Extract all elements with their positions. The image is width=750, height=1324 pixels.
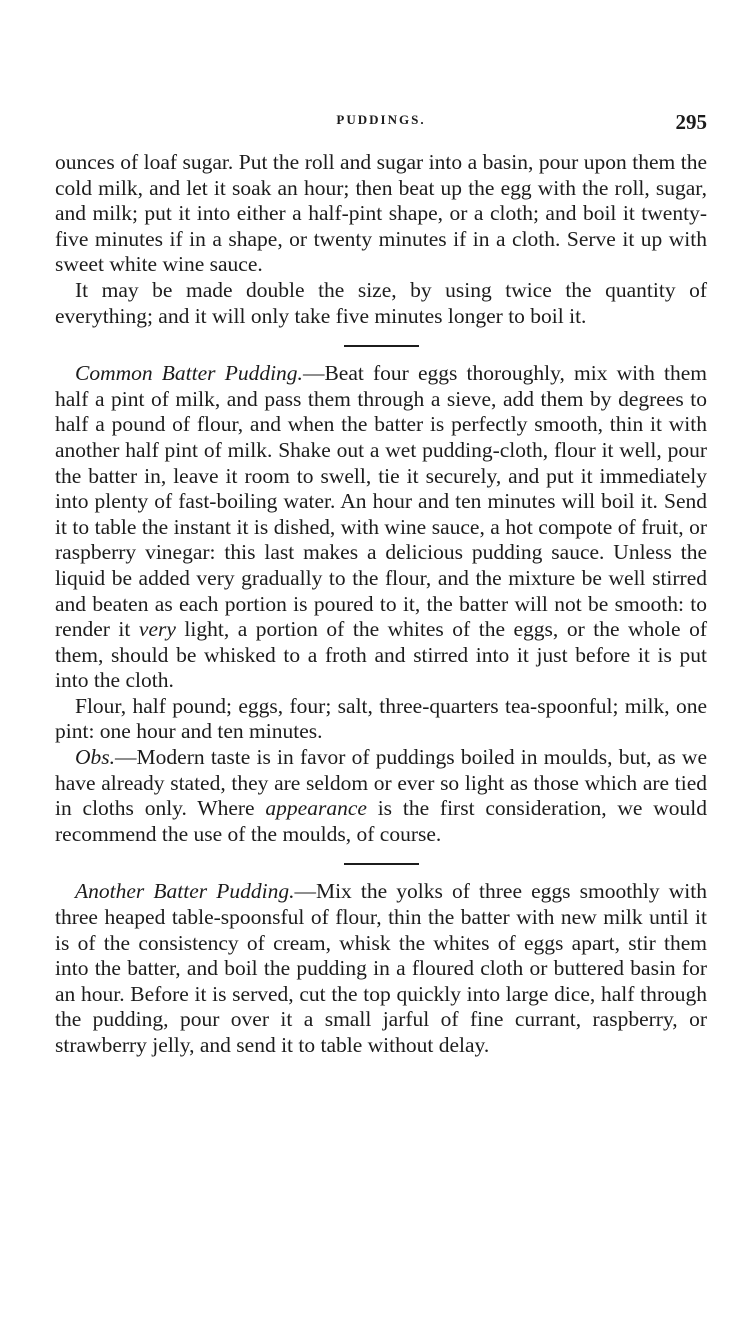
intro-paragraph: ounces of loaf sugar. Put the roll and sugar into a basin, pour upon them the cold milk, and let it soak an hour; then beat up the egg with the roll, sugar, and milk; put it into either a half-pint shape, or a cloth; and boil it twenty-five minutes if in a shape, or twenty minutes if in a cloth. Serve it up with sweet white wine sauce. [55, 150, 707, 277]
book-page [55, 0, 707, 1059]
observation-paragraph [55, 745, 707, 847]
page-header [55, 0, 707, 150]
another-batter-paragraph [55, 879, 707, 1058]
section-divider [344, 863, 419, 865]
recipe-body-part: —Beat four eggs thoroughly, mix with them half a pint of milk, and pass them through a sieve, add them by degrees to half a pound of flour, and when the batter is perfectly smooth, thin it with another half pint of milk. Shake out a wet pudding-cloth, flour it well, pour the batter in, leave it room to swell, tie it securely, and put it immediately into plenty of fast-boiling water. An hour and ten minutes will boil it. Send it to table the instant it is dished, with wine sauce, a hot compote of fruit, or raspberry vinegar: this last makes a delicious pudding sauce. Unless the liquid be added very gradually to the flour, and the mixture be well stirred and beaten as each portion is poured to it, the batter will not be smooth: to render it [55, 361, 707, 642]
emphasis-text: very [138, 617, 176, 642]
recipe-body: —Mix the yolks of three eggs smoothly with three heaped table-spoonsful of flour, thin the batter with new milk until it is of the consistency of cream, whisk the whites of eggs apart, stir them into the batter, and boil the pudding in a floured cloth or buttered basin for an hour. Before it is served, cut the top quickly into large dice, half through the pudding, pour over it a small jarful of fine currant, raspberry, or strawberry jelly, and send it to table without delay. [55, 879, 707, 1057]
section-divider [344, 345, 419, 347]
page-number: 295 [675, 110, 707, 134]
obs-body-part: —Modern taste is in favor of puddings boiled in moulds, but, as we have already stated, they are seldom or ever so light as those which are tied in cloths only. Where [55, 745, 707, 821]
recipe-title-common-batter: Common Batter Pudding. [75, 361, 303, 386]
emphasis-text: appearance [265, 796, 367, 821]
recipe-body-part: light, a portion of the whites of the eggs, or the whole of them, should be whisked to a froth and stirred into it just before it is put into the cloth. [55, 617, 708, 693]
obs-label: Obs. [75, 745, 116, 770]
obs-body-part: is the first consideration, we would recommend the use of the moulds, of course. [55, 796, 707, 846]
recipe-title-another-batter: Another Batter Pudding. [75, 879, 295, 904]
quantities-paragraph: Flour, half pound; eggs, four; salt, three-quarters tea-spoonful; milk, one pint: one hour and ten minutes. [55, 693, 707, 744]
common-batter-paragraph [55, 361, 707, 694]
running-head: PUDDINGS. [336, 112, 426, 127]
intro-note-paragraph: It may be made double the size, by using twice the quantity of everything; and it will only take five minutes longer to boil it. [55, 277, 707, 328]
